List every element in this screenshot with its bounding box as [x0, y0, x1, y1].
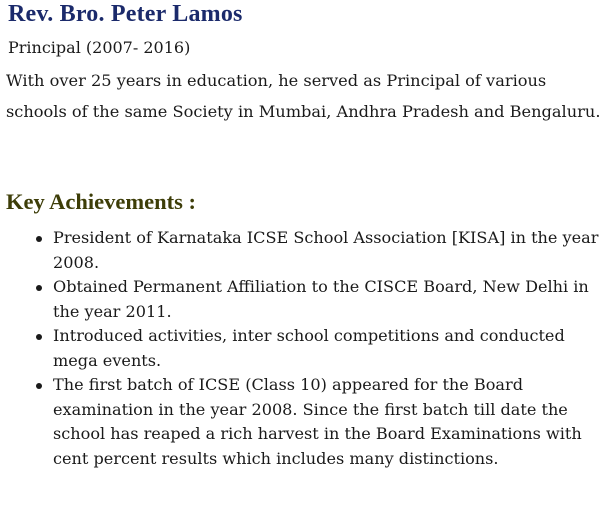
achievement-item: [53, 373, 609, 471]
principal-bio: With over 25 years in education, he served as Principal of various schools of the same Society in Mumbai, Andhra Pradesh and Bengaluru.: [6, 71, 601, 121]
principal-name: Rev. Bro. Peter Lamos: [8, 1, 243, 27]
achievement-text: President of Karnataka ICSE School Association [KISA] in the year 2008.: [53, 228, 599, 272]
achievement-item: [53, 275, 609, 324]
achievement-item: [53, 324, 609, 373]
achievement-item: [53, 226, 609, 275]
bullet-icon: [36, 383, 42, 389]
principal-role: Principal (2007- 2016): [8, 38, 191, 57]
achievements-list: [53, 226, 609, 471]
achievement-text: Obtained Permanent Affiliation to the CISCE Board, New Delhi in the year 2011.: [53, 277, 589, 321]
bullet-icon: [36, 236, 42, 242]
bullet-icon: [36, 285, 42, 291]
key-achievements-heading: Key Achievements :: [6, 189, 196, 214]
bullet-icon: [36, 334, 42, 340]
achievement-text: The first batch of ICSE (Class 10) appeared for the Board examination in the year 2008. Since the first batch till date the school has reaped a rich harvest in the Board Examinations with cent percent results which includes many distinctions.: [53, 375, 582, 468]
achievement-text: Introduced activities, inter school competitions and conducted mega events.: [53, 326, 565, 370]
